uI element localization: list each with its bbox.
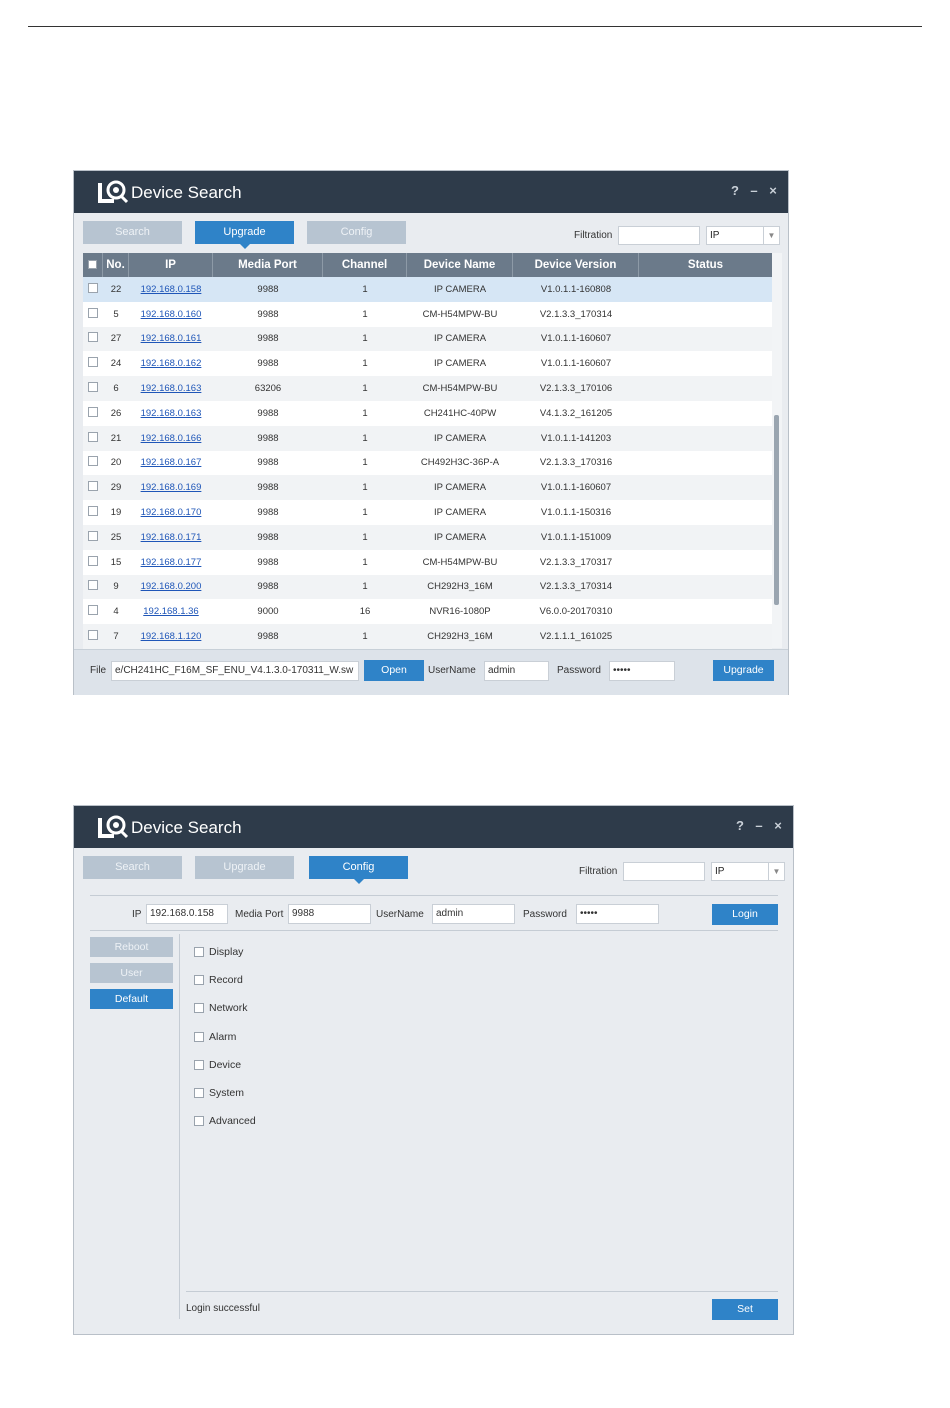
row-device-name: IP CAMERA: [433, 358, 487, 370]
divider: [186, 1291, 778, 1292]
row-checkbox[interactable]: [83, 357, 103, 370]
table-row[interactable]: [83, 426, 772, 451]
chevron-down-icon[interactable]: ▼: [763, 227, 779, 244]
row-number: 9: [113, 581, 119, 593]
row-checkbox[interactable]: [83, 580, 103, 593]
row-device-name: CH292H3_16M: [427, 581, 493, 593]
option-display[interactable]: [194, 946, 243, 958]
row-device-version: V1.0.1.1-150316: [540, 507, 612, 519]
checkbox-icon[interactable]: [88, 283, 98, 293]
option-system[interactable]: [194, 1087, 244, 1099]
ip-input[interactable]: 192.168.0.158: [146, 904, 228, 924]
row-ip-link[interactable]: [129, 631, 213, 642]
option-device[interactable]: [194, 1059, 241, 1071]
row-media-port: 9000: [257, 606, 279, 618]
row-media-port: 9988: [257, 358, 279, 370]
row-device-version: V1.0.1.1-160607: [540, 333, 612, 345]
ip-link[interactable]: 192.168.1.120: [140, 631, 202, 643]
ip-link[interactable]: 192.168.0.163: [140, 407, 202, 419]
row-checkbox[interactable]: [83, 432, 103, 445]
help-icon[interactable]: ?: [731, 183, 739, 198]
device-search-config-window: [73, 805, 794, 1335]
checkbox-icon[interactable]: [88, 382, 98, 392]
checkbox-icon[interactable]: [88, 308, 98, 318]
checkbox-icon[interactable]: [88, 407, 98, 417]
table-row[interactable]: [83, 302, 772, 327]
file-label: File: [90, 665, 107, 676]
scrollbar-thumb[interactable]: [774, 415, 779, 605]
ip-link[interactable]: 192.168.0.170: [140, 507, 202, 519]
checkbox-icon[interactable]: [88, 357, 98, 367]
default-button[interactable]: Default: [90, 989, 173, 1009]
divider: [90, 930, 778, 931]
row-media-port: 9988: [257, 333, 279, 345]
checkbox-icon[interactable]: [88, 556, 98, 566]
close-icon[interactable]: ×: [769, 183, 777, 198]
device-search-logo-icon: [96, 814, 130, 840]
checkbox-icon[interactable]: [194, 975, 204, 985]
row-number: 4: [113, 606, 119, 618]
row-number: 6: [113, 383, 119, 395]
ip-link[interactable]: 192.168.0.166: [140, 432, 202, 444]
row-ip-link[interactable]: [129, 507, 213, 518]
row-channel: 1: [362, 507, 368, 519]
row-ip-link[interactable]: [129, 284, 213, 295]
row-device-name: IP CAMERA: [433, 432, 487, 444]
col-no[interactable]: No.: [103, 253, 129, 277]
row-media-port: 9988: [257, 432, 279, 444]
option-label: Advanced: [209, 1115, 256, 1127]
table-row[interactable]: [83, 624, 772, 649]
row-device-version: V2.1.3.3_170106: [539, 383, 613, 395]
filtration-input[interactable]: [623, 862, 705, 881]
ip-link[interactable]: 192.168.1.36: [143, 606, 199, 618]
set-button[interactable]: Set: [712, 1299, 778, 1320]
row-ip-link[interactable]: [129, 606, 213, 617]
col-media-port[interactable]: Media Port: [213, 253, 323, 277]
ip-link[interactable]: 192.168.0.171: [140, 531, 202, 543]
row-checkbox[interactable]: [83, 531, 103, 544]
password-label: Password: [557, 665, 601, 676]
row-checkbox[interactable]: [83, 308, 103, 321]
filtration-select[interactable]: [706, 226, 780, 245]
row-device-version: V6.0.0-20170310: [539, 606, 613, 618]
row-channel: 1: [362, 457, 368, 469]
row-checkbox[interactable]: [83, 506, 103, 519]
window-controls: [730, 183, 778, 198]
table-row[interactable]: [83, 351, 772, 376]
row-channel: 1: [362, 308, 368, 320]
row-number: 22: [110, 283, 122, 295]
tab-search[interactable]: Search: [83, 221, 182, 244]
row-device-version: V2.1.1.1_161025: [539, 631, 613, 643]
row-media-port: 9988: [257, 531, 279, 543]
row-number: 24: [110, 358, 122, 370]
status-text: Login successful: [186, 1303, 260, 1314]
device-search-logo-icon: [96, 179, 130, 205]
password-input[interactable]: •••••: [576, 904, 659, 924]
checkbox-icon[interactable]: [194, 1088, 204, 1098]
checkbox-icon[interactable]: [194, 1003, 204, 1013]
table-scrollbar[interactable]: [772, 253, 782, 648]
row-media-port: 9988: [257, 556, 279, 568]
checkbox-icon[interactable]: [88, 332, 98, 342]
row-device-name: CM-H54MPW-BU: [422, 383, 498, 395]
row-device-version: V1.0.1.1-160607: [540, 482, 612, 494]
row-number: 27: [110, 333, 122, 345]
minimize-icon[interactable]: –: [750, 183, 758, 198]
username-label: UserName: [428, 665, 476, 676]
ip-link[interactable]: 192.168.0.163: [140, 383, 202, 395]
checkbox-icon[interactable]: [88, 481, 98, 491]
username-label: UserName: [376, 909, 424, 920]
row-device-version: V1.0.1.1-141203: [540, 432, 612, 444]
table-row[interactable]: [83, 451, 772, 476]
row-channel: 1: [362, 283, 368, 295]
table-body: [83, 277, 772, 649]
ip-link[interactable]: 192.168.0.167: [140, 457, 202, 469]
row-checkbox[interactable]: [83, 283, 103, 296]
ip-link[interactable]: 192.168.0.200: [140, 581, 202, 593]
row-device-name: CM-H54MPW-BU: [422, 556, 498, 568]
upgrade-button[interactable]: Upgrade: [713, 660, 774, 681]
window-title: Device Search: [131, 818, 242, 837]
table-header: [83, 253, 772, 277]
select-all-checkbox[interactable]: [83, 253, 103, 277]
checkbox-icon[interactable]: [194, 1060, 204, 1070]
ip-link[interactable]: 192.168.0.162: [140, 358, 202, 370]
table-row[interactable]: [83, 327, 772, 352]
device-table: [83, 253, 772, 649]
row-device-name: CH292H3_16M: [427, 631, 493, 643]
row-device-version: V1.0.1.1-151009: [540, 531, 612, 543]
row-media-port: 9988: [257, 581, 279, 593]
checkbox-icon[interactable]: [194, 1116, 204, 1126]
ip-link[interactable]: 192.168.0.169: [140, 482, 202, 494]
checkbox-icon[interactable]: [88, 456, 98, 466]
row-device-name: IP CAMERA: [433, 333, 487, 345]
row-channel: 16: [359, 606, 371, 618]
row-media-port: 9988: [257, 631, 279, 643]
option-alarm[interactable]: [194, 1031, 236, 1043]
file-path-input[interactable]: e/CH241HC_F16M_SF_ENU_V4.1.3.0-170311_W.sw: [111, 661, 359, 681]
row-media-port: 9988: [257, 407, 279, 419]
password-label: Password: [523, 909, 567, 920]
table-row[interactable]: [83, 550, 772, 575]
option-advanced[interactable]: [194, 1115, 256, 1127]
media-port-input[interactable]: 9988: [288, 904, 371, 924]
vertical-divider: [179, 934, 180, 1319]
option-label: Network: [209, 1002, 248, 1014]
row-media-port: 9988: [257, 457, 279, 469]
col-device-version[interactable]: Device Version: [513, 253, 639, 277]
checkbox-icon[interactable]: [88, 531, 98, 541]
row-ip-link[interactable]: [129, 309, 213, 320]
row-media-port: 63206: [254, 383, 282, 395]
row-ip-link[interactable]: [129, 532, 213, 543]
row-device-version: V4.1.3.2_161205: [539, 407, 613, 419]
ip-label: IP: [132, 909, 142, 920]
row-ip-link[interactable]: [129, 358, 213, 369]
row-number: 29: [110, 482, 122, 494]
tab-config[interactable]: Config: [307, 221, 406, 244]
tab-config[interactable]: Config: [309, 856, 408, 879]
row-channel: 1: [362, 383, 368, 395]
row-number: 7: [113, 631, 119, 643]
row-checkbox[interactable]: [83, 605, 103, 618]
row-channel: 1: [362, 333, 368, 345]
row-media-port: 9988: [257, 507, 279, 519]
table-row[interactable]: [83, 475, 772, 500]
table-row[interactable]: [83, 500, 772, 525]
tab-search[interactable]: Search: [83, 856, 182, 879]
row-channel: 1: [362, 556, 368, 568]
row-checkbox[interactable]: [83, 407, 103, 420]
row-number: 19: [110, 507, 122, 519]
tab-upgrade[interactable]: Upgrade: [195, 856, 294, 879]
row-channel: 1: [362, 482, 368, 494]
row-number: 5: [113, 308, 119, 320]
ip-link[interactable]: 192.168.0.161: [140, 333, 202, 345]
window-controls: [735, 818, 783, 833]
divider: [90, 895, 778, 896]
upgrade-footer: [74, 649, 788, 695]
option-label: Record: [209, 974, 243, 986]
chevron-down-icon[interactable]: ▼: [768, 863, 784, 880]
row-checkbox[interactable]: [83, 556, 103, 569]
row-number: 20: [110, 457, 122, 469]
title-bar: [74, 806, 793, 848]
checkbox-icon[interactable]: [194, 947, 204, 957]
row-device-name: IP CAMERA: [433, 283, 487, 295]
row-channel: 1: [362, 432, 368, 444]
row-number: 26: [110, 407, 122, 419]
checkbox-icon[interactable]: [88, 432, 98, 442]
row-checkbox[interactable]: [83, 456, 103, 469]
row-device-name: NVR16-1080P: [429, 606, 491, 618]
row-device-version: V2.1.3.3_170317: [539, 556, 613, 568]
filtration-label: Filtration: [579, 866, 618, 877]
row-channel: 1: [362, 407, 368, 419]
username-input[interactable]: admin: [484, 661, 549, 681]
checkbox-icon[interactable]: [88, 506, 98, 516]
media-port-label: Media Port: [235, 909, 284, 920]
table-row[interactable]: [83, 401, 772, 426]
row-ip-link[interactable]: [129, 383, 213, 394]
row-ip-link[interactable]: [129, 333, 213, 344]
filtration-input[interactable]: [618, 226, 700, 245]
checkbox-icon[interactable]: [194, 1032, 204, 1042]
row-number: 25: [110, 531, 122, 543]
page-top-rule: [28, 26, 922, 27]
row-checkbox[interactable]: [83, 481, 103, 494]
row-device-name: CH241HC-40PW: [423, 407, 497, 419]
row-ip-link[interactable]: [129, 557, 213, 568]
row-device-version: V1.0.1.1-160607: [540, 358, 612, 370]
row-device-version: V2.1.3.3_170314: [539, 581, 613, 593]
row-checkbox[interactable]: [83, 382, 103, 395]
row-checkbox[interactable]: [83, 630, 103, 643]
filtration-select-value: IP: [715, 866, 725, 877]
user-button[interactable]: User: [90, 963, 173, 983]
username-input[interactable]: admin: [432, 904, 515, 924]
option-label: Alarm: [209, 1031, 237, 1043]
option-label: System: [209, 1087, 245, 1099]
table-row[interactable]: [83, 277, 772, 302]
open-button[interactable]: Open: [364, 660, 424, 681]
col-channel[interactable]: Channel: [323, 253, 407, 277]
row-channel: 1: [362, 631, 368, 643]
row-device-name: CM-H54MPW-BU: [422, 308, 498, 320]
ip-link[interactable]: 192.168.0.160: [140, 308, 202, 320]
checkbox-icon[interactable]: [88, 580, 98, 590]
option-record[interactable]: [194, 974, 243, 986]
row-channel: 1: [362, 531, 368, 543]
table-row[interactable]: [83, 376, 772, 401]
option-network[interactable]: [194, 1002, 248, 1014]
option-label: Display: [209, 946, 244, 958]
table-row[interactable]: [83, 575, 772, 600]
password-input[interactable]: •••••: [609, 661, 675, 681]
row-device-version: V2.1.3.3_170314: [539, 308, 613, 320]
row-ip-link[interactable]: [129, 408, 213, 419]
title-bar: [74, 171, 788, 213]
row-ip-link[interactable]: [129, 581, 213, 592]
ip-link[interactable]: 192.168.0.158: [140, 283, 202, 295]
row-number: 21: [110, 432, 122, 444]
row-device-version: V1.0.1.1-160808: [540, 283, 612, 295]
row-checkbox[interactable]: [83, 332, 103, 345]
login-button[interactable]: Login: [712, 904, 778, 925]
row-device-version: V2.1.3.3_170316: [539, 457, 613, 469]
row-channel: 1: [362, 581, 368, 593]
table-row[interactable]: [83, 525, 772, 550]
checkbox-icon[interactable]: [88, 630, 98, 640]
filtration-label: Filtration: [574, 230, 613, 241]
col-device-name[interactable]: Device Name: [407, 253, 513, 277]
reboot-button[interactable]: Reboot: [90, 937, 173, 957]
row-ip-link[interactable]: [129, 457, 213, 468]
device-search-upgrade-window: [73, 170, 789, 695]
close-icon[interactable]: ×: [774, 818, 782, 833]
table-row[interactable]: [83, 599, 772, 624]
row-media-port: 9988: [257, 308, 279, 320]
filtration-select-value: IP: [710, 230, 720, 241]
checkbox-icon[interactable]: [88, 605, 98, 615]
help-icon[interactable]: ?: [736, 818, 744, 833]
tab-upgrade[interactable]: Upgrade: [195, 221, 294, 244]
option-label: Device: [209, 1059, 242, 1071]
row-media-port: 9988: [257, 482, 279, 494]
col-ip[interactable]: IP: [129, 253, 213, 277]
row-device-name: CH492H3C-36P-A: [420, 457, 500, 469]
window-title: Device Search: [131, 183, 242, 202]
row-number: 15: [110, 556, 122, 568]
row-device-name: IP CAMERA: [433, 531, 487, 543]
row-device-name: IP CAMERA: [433, 507, 487, 519]
minimize-icon[interactable]: –: [755, 818, 763, 833]
col-status[interactable]: Status: [687, 259, 724, 271]
ip-link[interactable]: 192.168.0.177: [140, 556, 202, 568]
checkbox-icon[interactable]: [88, 260, 97, 269]
row-media-port: 9988: [257, 283, 279, 295]
row-ip-link[interactable]: [129, 433, 213, 444]
filtration-select[interactable]: [711, 862, 785, 881]
row-channel: 1: [362, 358, 368, 370]
row-device-name: IP CAMERA: [433, 482, 487, 494]
row-ip-link[interactable]: [129, 482, 213, 493]
